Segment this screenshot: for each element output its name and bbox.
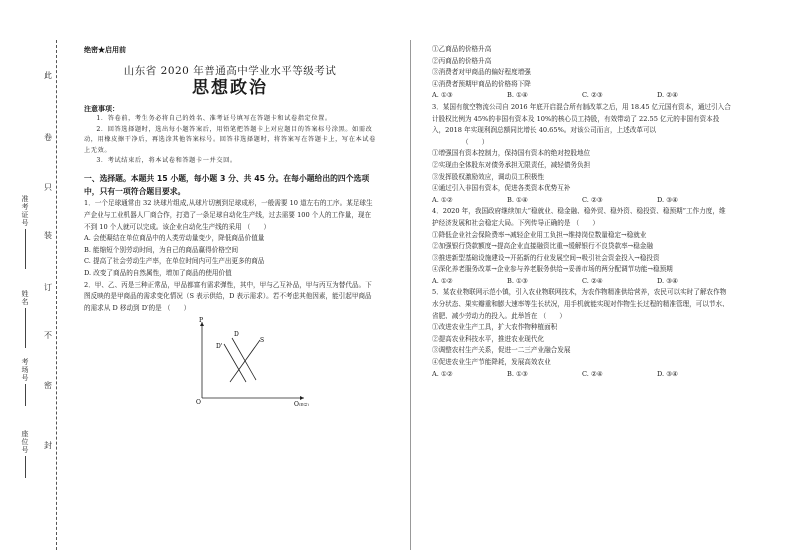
question-4 (432, 206, 732, 287)
option: ②提高农业科技水平，推进农业现代化 (432, 334, 545, 343)
d-prime-label: D' (216, 343, 223, 351)
option: ①改进农业生产工具，扩大农作物种植面积 (432, 323, 558, 332)
margin-char: 封 (44, 441, 52, 450)
option: ③消费者对甲商品的偏好程度增强 (432, 68, 531, 77)
demand-curve-d-prime (224, 344, 246, 382)
answer-choices (432, 276, 732, 288)
demand-supply-graph (194, 316, 314, 406)
question-stem: 1．一个足球通常由 32 块球片组成,从球片切割到足球成形，一般需要 10 道左右的工序。某足球生产企业与工业机器人厂商合作，打造了一条足球自动化生产线，过去需要 100 个人的工作量，现在不到 10 个人就可以完成。该企业自动化生产线的采用 (84, 199, 373, 231)
option: C. 提高了社会劳动生产率，在单位时间内可生产出更多的商品 (84, 257, 265, 266)
margin-char: 只 (44, 183, 52, 192)
choice: C. ②③ (582, 91, 603, 100)
option: B. 能缩短个别劳动时间，为自己的商品赢得价格空间 (84, 245, 239, 254)
binding-margin (0, 0, 62, 560)
field-exam-number: 准考证号 (20, 195, 30, 269)
answer-blank: （ ） (163, 303, 191, 312)
option: ①乙商品的价格升高 (432, 45, 492, 53)
margin-char: 订 (44, 283, 52, 292)
q-unit-label: (数量) (299, 403, 309, 407)
origin-label: O (196, 399, 201, 407)
question-stem: 2．甲、乙、丙是三种正常品，甲品都富有需求弹性，其中，甲与乙互补品，甲与丙互为替代品。下图反映的是甲商品的需求变化情况（S 表示供给，D 表示需求）。若不考虑其他因素，能引起甲商品的需求从 D 移动到 D′的是 (84, 280, 372, 312)
choice: C. ②④ (582, 276, 603, 285)
right-column (432, 44, 732, 380)
choice: B. ①③ (507, 276, 528, 285)
option: ②实现由全体股东对债务承担无限责任，减轻债务负担 (432, 160, 591, 169)
section-heading: 一、选择题。本题共 15 小题，每小题 3 分、共 45 分。在每小题给出的四个选项中，只有一项符合题目要求。 (84, 174, 370, 197)
choice: B. ①④ (507, 91, 528, 100)
answer-blank: （ ） (539, 311, 566, 320)
choice: D. ③④ (657, 195, 679, 204)
d-label: D (234, 331, 239, 339)
field-name: 姓名 (20, 290, 30, 348)
choice: D. ②④ (657, 91, 679, 100)
answer-choices (432, 195, 732, 207)
margin-char: 装 (44, 231, 52, 240)
question-5 (432, 287, 732, 380)
question-3 (432, 102, 732, 206)
choice: C. ②④ (582, 369, 603, 378)
question-stem: 3．某国有航空物流公司自 2016 年底开启混合所有制改革之后，用 18.45 亿元国有资本，通过引入合计股权比例为 45%的非国有资本及 10%的核心员工持股，有效带动了 22.55 亿元的非国有资本投入，2018 年实现利润总额同比增长 40.65%。对该公司而言，上述改革可以 (432, 102, 731, 135)
choice: D. ③④ (657, 369, 679, 378)
option: ④深化养老服务改革→企业参与养老服务供给→妥善市场的两分配调节功能→稳预期 (432, 265, 673, 274)
answer-blank: （ ） (462, 137, 489, 146)
question-stem: 4．2020 年，我国政府继续加大“稳就业、稳金融、稳外贸、稳外资、稳投资、稳预期”工作力度，维护经济发展和社会稳定大局。下列传导正确的是 (432, 207, 726, 227)
option: ②加强银行贷款额度→提高企业直接融资比重→缓解银行不良贷款率→稳金融 (432, 242, 653, 251)
margin-char: 不 (44, 331, 52, 340)
field-room: 考场号 (20, 358, 30, 406)
subject-title: 思想政治 (192, 78, 268, 99)
option: ③调整农村生产关系，促进一二三产业融合发展 (432, 346, 571, 355)
option: ④促进农业生产节能降耗，发展高效农业 (432, 358, 551, 367)
p-label: P (199, 317, 204, 325)
option: ②丙商品的价格升高 (432, 56, 492, 65)
field-seat: 座位号 (20, 430, 30, 478)
option: ①增强国有资本控制力，保持国有资本的绝对控股地位 (432, 149, 591, 158)
option: ④消费者预期甲商品的价格将下降 (432, 79, 531, 88)
notes-heading: 注意事项： (84, 103, 119, 113)
note-item: 1．答卷前，考生务必将自己的姓名、准考证号填写在答题卡和试卷指定位置。 (96, 115, 332, 123)
s-label: S (260, 337, 265, 345)
choice: A. ①② (432, 276, 453, 285)
choice: D. ③④ (657, 276, 679, 285)
note-item: 2．回答选择题时，选出每小题答案后，用铅笔把答题卡上对应题目的答案标号涂黑。如需改动，用橡皮擦干净后，再选涂其他答案标号。回答非选择题时，将答案写在答题卡上，写在本试卷上无效。 (84, 125, 376, 154)
question-2-options (432, 44, 732, 102)
option: ③发挥股权激励效应，调动员工积极性 (432, 172, 545, 181)
option: A. 会使凝结在单位商品中的人类劳动量变少，降低商品价值量 (84, 234, 265, 243)
answer-choices (432, 90, 732, 102)
graph-svg (194, 316, 314, 406)
option: ①降低企业社会保险费率→减轻企业用工负担→维持岗位数量稳定→稳就业 (432, 230, 647, 239)
note-item: 3．考试结束后，将本试卷和答题卡一并交回。 (96, 157, 237, 164)
supply-curve (230, 340, 260, 382)
exam-title: 山东省 2020 年普通高中学业水平等级考试 (123, 64, 337, 77)
choice: A. ①② (432, 369, 453, 378)
answer-blank: （ ） (243, 222, 271, 231)
option: ④通过引入非国有资本，促进各类资本优势互补 (432, 184, 571, 193)
cut-line (56, 40, 57, 550)
margin-char: 此 (44, 71, 52, 80)
option: ③推进新型基础设施建设→开拓新的行业发展空间→吸引社会资金投入→稳投资 (432, 253, 660, 262)
answer-blank: （ ） (572, 218, 599, 227)
left-column (84, 44, 376, 406)
question-1 (84, 198, 376, 279)
answer-choices (432, 369, 732, 381)
q-label: Q (294, 401, 299, 407)
question-2 (84, 280, 376, 315)
choice: B. ①④ (507, 195, 528, 204)
column-divider (410, 40, 411, 550)
question-stem: 5．某农业物联网示范小镇，引入农业物联网技术，为农作物精准供给营养，农民可以实时了解农作物水分状态、果实瓣重和膨大速率等生长状况，用手机就能实现对作物生长过程的精准管理，可以节水、省肥、减少劳动力的投入。此举旨在 (432, 288, 729, 320)
margin-char: 卷 (44, 133, 52, 142)
margin-char: 密 (44, 381, 52, 390)
option: D. 改变了商品的自然属性，增加了商品的使用价值 (84, 268, 232, 277)
choice: C. ②③ (582, 195, 603, 204)
x-axis-arrow (300, 396, 304, 400)
choice: A. ①② (432, 195, 453, 204)
choice: B. ①③ (507, 369, 528, 378)
choice: A. ①③ (432, 91, 453, 100)
confidential-mark: 绝密★启用前 (84, 45, 126, 54)
